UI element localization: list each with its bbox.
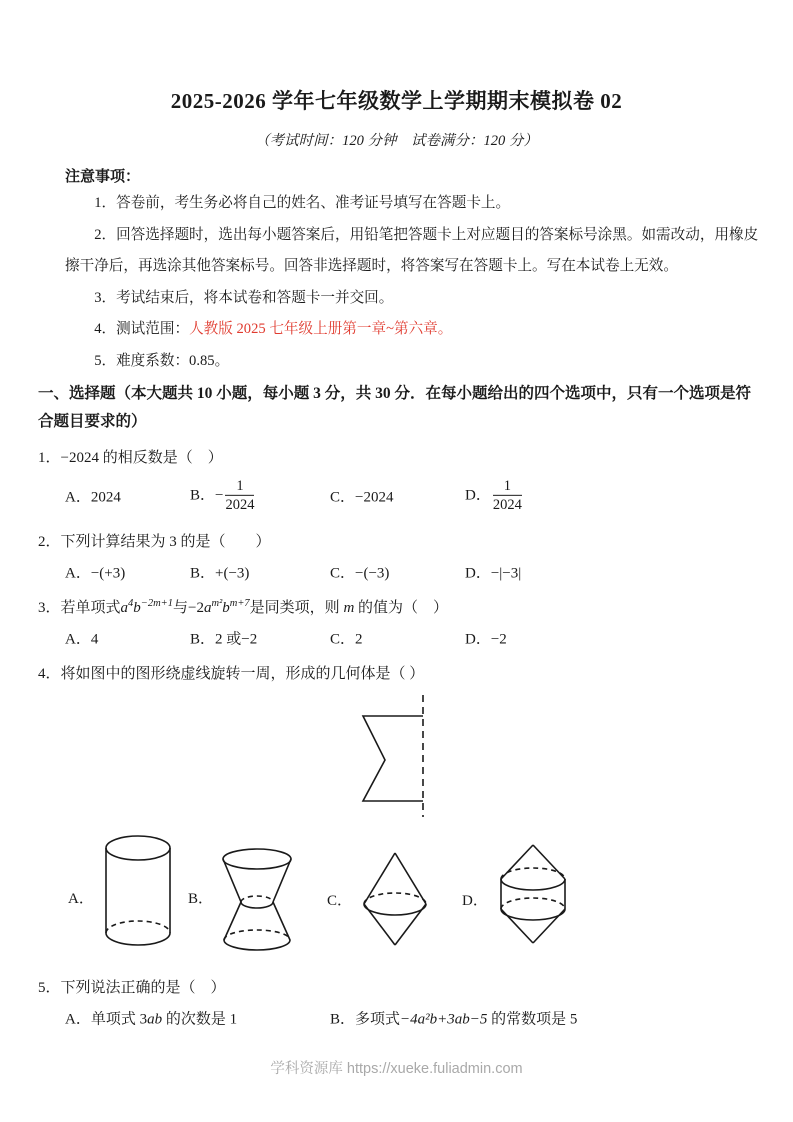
q3-monomial-2-coefficient: −2 (188, 599, 205, 616)
q3-stem (38, 595, 755, 621)
q3-monomial-1-exponent-a: 4 (128, 597, 134, 609)
notice-item-5: 5．难度系数：0.85。 (94, 352, 230, 369)
q2-option-d: D．−|−3| (465, 565, 522, 582)
notice-item-1: 1．答卷前，考生务必将自己的姓名、准考证号填写在答题卡上。 (94, 195, 511, 211)
double-frustum-shape (215, 847, 299, 953)
cylinder-shape (102, 833, 174, 951)
q3-monomial-1-exponent-b: −2m+1 (140, 597, 174, 609)
q3-monomial-1-base-b: b (133, 599, 141, 616)
q3-option-c: C．2 (330, 631, 363, 648)
q4-option-a-label: A． (68, 890, 94, 907)
q4-answer-shapes (38, 825, 755, 967)
notice-item-4 (65, 314, 769, 346)
exam-time-score-line: （考试时间：120 分钟 试卷满分：120 分） (255, 133, 538, 149)
q1-stem: 1．−2024 的相反数是（ ） (38, 449, 223, 466)
q2-options (38, 557, 755, 587)
q2-option-b: B．+(−3) (190, 565, 250, 582)
q5-stem: 5．下列说法正确的是（ ） (38, 979, 226, 996)
q5-option-b (330, 1007, 577, 1028)
q3-option-b: B．2 或−2 (190, 631, 258, 648)
q1-option-b-label: B． (190, 487, 216, 503)
cylinder-with-cones-shape (495, 841, 571, 947)
fraction-denominator: 2024 (492, 497, 522, 514)
q1-option-a: A．2024 (65, 489, 121, 506)
q2-option-a: A．−(+3) (65, 565, 126, 582)
q3-monomial-2-base-b: b (222, 599, 230, 616)
q4-option-d-label: D． (462, 892, 488, 909)
notice-item-3: 3．考试结束后，将本试卷和答题卡一并交回。 (94, 289, 394, 306)
q3-stem-text: 3．若单项式 (38, 599, 121, 616)
q3-monomial-2-exponent-b: m+7 (229, 597, 250, 609)
q5-option-a (65, 1007, 237, 1028)
q3-variable-m: m (343, 599, 355, 616)
q5-option-a-math: ab (147, 1011, 163, 1028)
q5-options (38, 1003, 755, 1033)
q4-option-c-label: C． (327, 892, 353, 909)
q1-option-d-label: D． (465, 487, 491, 503)
q2-option-c: C．−(−3) (330, 565, 390, 582)
q3-options (38, 623, 755, 653)
q1-option-b (190, 477, 254, 513)
flag-polygon (363, 716, 423, 801)
notice-heading: 注意事项： (65, 168, 141, 185)
fraction-numerator: 1 (225, 477, 254, 496)
q3-option-d: D．−2 (465, 631, 507, 648)
section-1-heading: 一、选择题（本大题共 10 小题，每小题 3 分，共 30 分．在每小题给出的四个选项中，只有一个选项是符合题目要求的） (38, 384, 752, 431)
fraction-numerator: 1 (493, 477, 522, 496)
q5-option-a-text-2: 的次数是 1 (162, 1011, 238, 1028)
fraction-denominator: 2024 (225, 497, 255, 514)
q3-stem-text-3: 的值为（ ） (354, 599, 449, 616)
notice-item-2: 2．回答选择题时，选出每小题答案后，用铅笔把答题卡上对应题目的答案标号涂黑。如需改动，用橡皮擦干净后，再选涂其他答案标号。回答非选择题时，将答案写在答题卡上。写在本试卷上无效。 (65, 226, 759, 275)
q1-option-c: C．−2024 (330, 489, 394, 506)
q3-monomial-2-base-a: a (204, 599, 212, 616)
q3-stem-connector: 与 (173, 599, 189, 616)
page-title: 2025-2026 学年七年级数学上学期期末模拟卷 02 (170, 89, 623, 113)
rotation-figure (355, 693, 435, 819)
bicone-shape (357, 849, 433, 949)
q3-stem-text-2: 是同类项，则 (249, 599, 344, 616)
q3-option-a: A．4 (65, 631, 99, 648)
q5-option-b-math: −4a²b+3ab−5 (400, 1011, 488, 1028)
q5-option-b-text: B．多项式 (330, 1011, 401, 1028)
q5-option-b-text-2: 的常数项是 5 (487, 1011, 578, 1028)
q5-option-a-text: A．单项式 3 (65, 1011, 148, 1028)
q3-monomial-1-base-a: a (120, 599, 129, 616)
q3-monomial-2-exponent-a: m² (211, 597, 223, 609)
q1-option-b-fraction (225, 477, 254, 513)
notice-item-4-test-scope: 人教版 2025 七年级上册第一章~第六章。 (189, 321, 453, 338)
q4-stem: 4．将如图中的图形绕虚线旋转一周，形成的几何体是（ ） (38, 665, 425, 682)
q1-option-d (465, 477, 522, 513)
page-footer-watermark: 学科资源库 https://xueke.fuliadmin.com (270, 1060, 523, 1077)
q1-option-d-fraction (493, 477, 522, 513)
q4-figure-box (38, 693, 755, 821)
q1-options (38, 471, 755, 521)
q2-stem: 2．下列计算结果为 3 的是（ ） (38, 533, 271, 550)
notice-item-4-prefix: 4．测试范围： (94, 321, 190, 338)
q1-option-b-minus-sign: − (215, 487, 224, 503)
q4-option-b-label: B． (188, 890, 214, 907)
